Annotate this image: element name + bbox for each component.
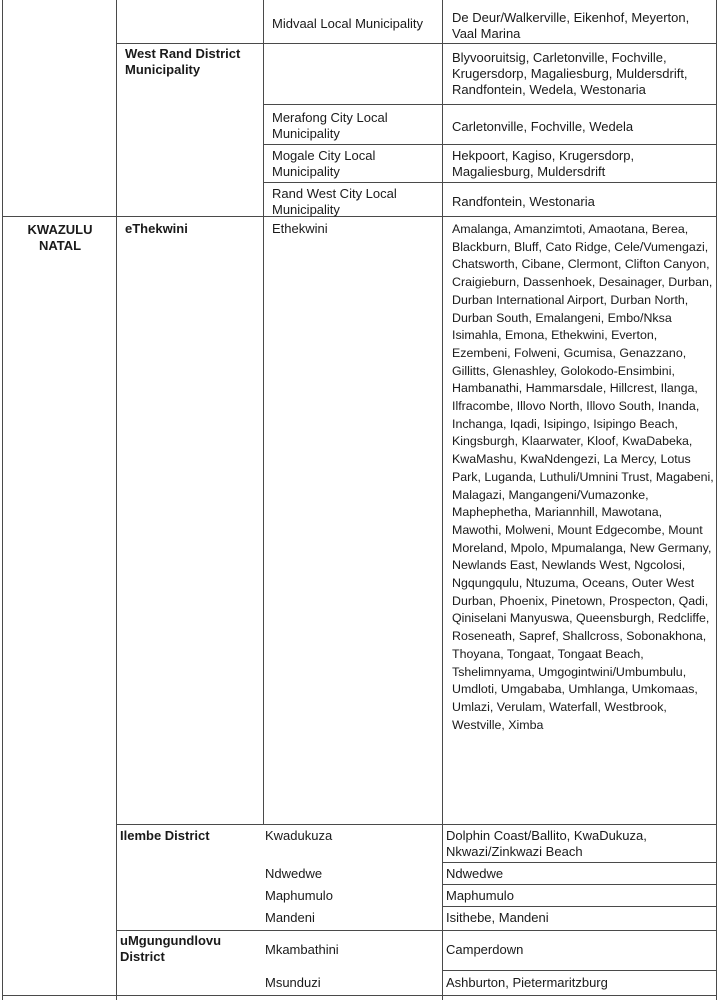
- row-border: [442, 884, 716, 885]
- towns-cell: Blyvooruitsig, Carletonville, Fochville, Krugersdorp, Magaliesburg, Muldersdrift, Randfontein, Wedela, Westonaria: [452, 50, 688, 97]
- towns-cell: Camperdown: [446, 942, 524, 957]
- municipality-cell: Mogale City Local Municipality: [272, 148, 376, 179]
- towns-cell: Carletonville, Fochville, Wedela: [452, 119, 634, 134]
- row-border: [263, 104, 716, 105]
- municipality-cell: Rand West City Local Municipality: [272, 186, 397, 217]
- row-border: [116, 824, 716, 825]
- table-left-border: [2, 0, 3, 1000]
- row-border: [442, 906, 716, 907]
- col-divider-2: [263, 0, 264, 216]
- province-cell: KWAZULU NATAL: [27, 222, 93, 253]
- municipality-cell: Maphumulo: [265, 888, 333, 903]
- towns-cell: Dolphin Coast/Ballito, KwaDukuza, Nkwazi/Zinkwazi Beach: [446, 828, 647, 859]
- municipality-cell: Ethekwini: [272, 221, 328, 236]
- towns-cell: Isithebe, Mandeni: [446, 910, 549, 925]
- municipality-cell: Mkambathini: [265, 942, 339, 957]
- row-border: [263, 144, 716, 145]
- municipality-cell: Midvaal Local Municipality: [272, 16, 424, 31]
- towns-cell: Ashburton, Pietermaritzburg: [446, 975, 608, 990]
- table-bottom-border: [2, 995, 716, 996]
- towns-cell: De Deur/Walkerville, Eikenhof, Meyerton, Vaal Marina: [452, 10, 690, 41]
- towns-cell: Hekpoort, Kagiso, Krugersdorp, Magaliesburg, Muldersdrift: [452, 148, 635, 179]
- row-border: [116, 930, 716, 931]
- district-cell: uMgungundlovu District: [120, 933, 222, 964]
- row-border: [116, 43, 716, 44]
- municipality-cell: Kwadukuza: [265, 828, 333, 843]
- district-cell: Ilembe District: [120, 828, 210, 843]
- row-border: [442, 862, 716, 863]
- municipality-cell: Msunduzi: [265, 975, 321, 990]
- district-cell: eThekwini: [125, 221, 188, 236]
- col-divider-1: [116, 0, 117, 1000]
- col-divider-2b: [263, 216, 264, 824]
- towns-cell: Amalanga, Amanzimtoti, Amaotana, Berea, Blackburn, Bluff, Cato Ridge, Cele/Vumengazi, Chatsworth, Cibane, Clermont, Clifton Canyon, Craigieburn, Dassenhoek, Desainager, Durban, Durban International Airport, Durban North, Durban South, Emalangeni, Embo/Nksa Isimahla, Emona, Ethekwini, Everton, Ezembeni, Folweni, Gcumisa, Genazzano, Gillitts, Glenashley, Golokodo-Ensimbini, Hambanathi, Hammarsdale, Hillcrest, Ilanga, Ilfracombe, Illovo North, Illovo South, Inanda, Inchanga, Iqadi, Isipingo, Isipingo Beach, Kingsburgh, Klaarwater, Kloof, KwaDabeka, KwaMashu, KwaNdengezi, La Mercy, Lotus Park, Luganda, Luthuli/Umnini Trust, Magabeni, Malagazi, Mangangeni/Vumazonke, Maphephetha, Mariannhill, Mawotana, Mawothi, Molweni, Mount Edgecombe, Mount Moreland, Mpolo, Mpumalanga, New Germany, Newlands East, Newlands West, Ngcolosi, Ngqungqulu, Ntuzuma, Oceans, Outer West Durban, Phoenix, Pinetown, Prospecton, Qadi, Qiniselani Manyuswa, Queensburgh, Redcliffe, Roseneath, Sapref, Shallcross, Sobonakhona, Thoyana, Tongaat, Tongaat Beach, Tshelimnyama, Umgogintwini/Umbumbulu, Umdloti, Umgababa, Umhlanga, Umkomaas, Umlazi, Verulam, Waterfall, Westbrook, Westville, Ximba: [452, 222, 714, 732]
- col-divider-3: [442, 0, 443, 1000]
- municipality-cell: Merafong City Local Municipality: [272, 110, 388, 141]
- towns-cell: Randfontein, Westonaria: [452, 194, 595, 209]
- municipality-cell: Mandeni: [265, 910, 315, 925]
- towns-cell: Maphumulo: [446, 888, 514, 903]
- row-border: [442, 970, 716, 971]
- district-cell: West Rand District Municipality: [125, 46, 241, 77]
- towns-cell: Ndwedwe: [446, 866, 504, 881]
- municipality-cell: Ndwedwe: [265, 866, 323, 881]
- table-right-border: [716, 0, 717, 1000]
- row-border: [263, 182, 716, 183]
